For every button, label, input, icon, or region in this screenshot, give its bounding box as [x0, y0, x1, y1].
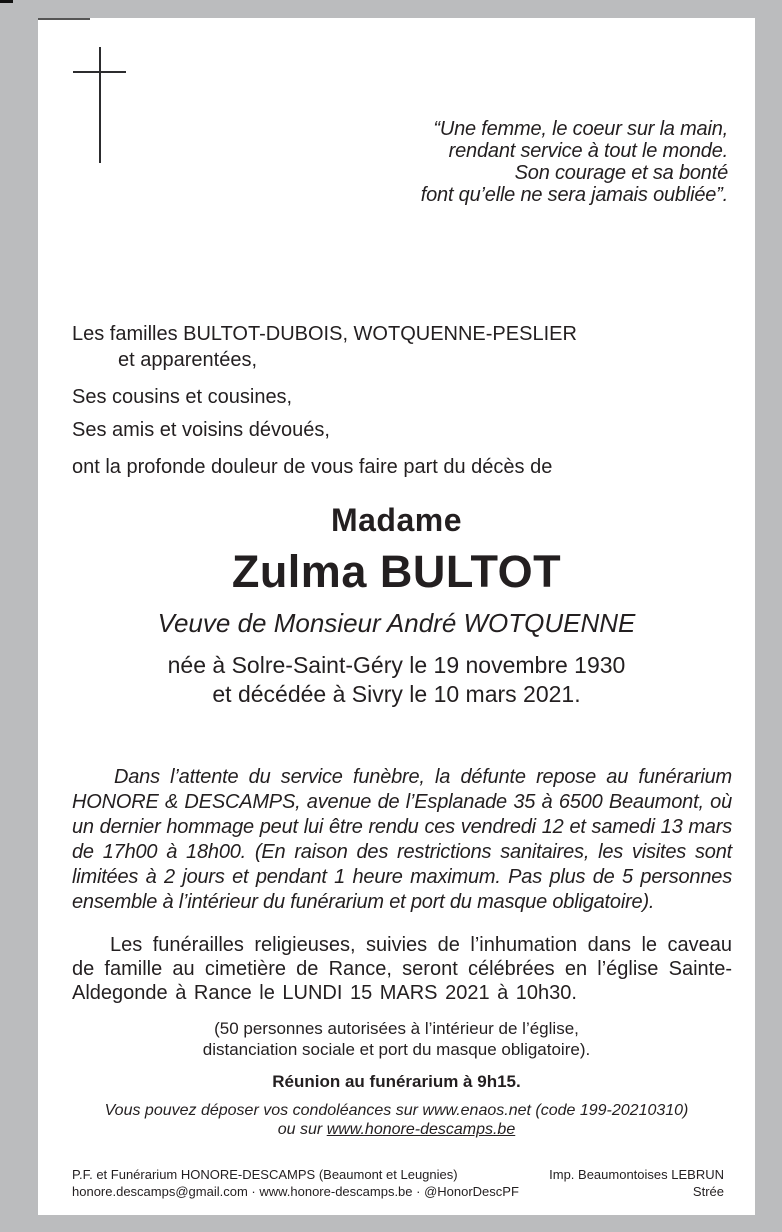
footer-right-line: Imp. Beaumontoises LEBRUN: [549, 1167, 724, 1182]
widow-of-line: Veuve de Monsieur André WOTQUENNE: [157, 608, 636, 638]
section-divider: [38, 18, 90, 20]
families-line-continued: et apparentées,: [118, 349, 257, 371]
footer-left-line: P.F. et Funérarium HONORE-DESCAMPS (Beaumont et Leugnies): [72, 1167, 458, 1182]
deceased-title: Madame: [330, 502, 463, 538]
church-note-line: (50 personnes autorisées à l’intérieur de l’église,: [214, 1019, 579, 1038]
church-capacity-note: [38, 1018, 755, 1060]
footer-right-line: Strée: [692, 1184, 724, 1199]
meeting-line: Réunion au funérarium à 9h15.: [272, 1072, 521, 1091]
families-line: Les familles BULTOT-DUBOIS, WOTQUENNE-PESLIER: [72, 323, 577, 345]
obituary-paper: [38, 18, 755, 1215]
condolences-line2: [38, 1120, 755, 1139]
footer-funeral-home-info: [72, 1166, 519, 1200]
death-line: et décédée à Sivry le 10 mars 2021.: [212, 681, 581, 707]
funeral-paragraph: Les funérailles religieuses, suivies de l’inhumation dans le caveau de famille au cimetière de Rance, seront célébrées en l’église Sainte-Aldegonde à Rance le LUNDI 15 MARS 2021 à 10h30.: [72, 934, 732, 1004]
cousins-line: Ses cousins et cousines,: [72, 386, 293, 408]
condolences-prefix: ou sur: [277, 1121, 327, 1138]
footer-left-line: honore.descamps@gmail.com · www.honore-descamps.be · @HonorDescPF: [72, 1184, 519, 1199]
friends-line: Ses amis et voisins dévoués,: [72, 419, 330, 441]
scan-artifact-mark: [0, 0, 13, 3]
quote-line: rendant service à tout le monde.: [448, 140, 728, 162]
memorial-quote: [308, 118, 728, 206]
condolences-block: [38, 1101, 755, 1139]
repose-paragraph: Dans l’attente du service funèbre, la défunte repose au funérarium HONORE & DESCAMPS, avenue de l’Esplanade 35 à 6500 Beaumont, où un dernier hommage peut lui être rendu ces vendredi 12 et samedi 13 mars de 17h00 à 18h00. (En raison des restrictions sanitaires, les visites sont limitées à 2 jours et pendant 1 heure maximum. Pas plus de 5 personnes ensemble à l’intérieur du funérarium et port du masque obligatoire).: [72, 766, 732, 913]
quote-line: Son courage et sa bonté: [514, 162, 728, 184]
cross-icon-vertical-bar: [99, 47, 101, 163]
birth-line: née à Solre-Saint-Géry le 19 novembre 1930: [167, 652, 626, 678]
condolences-line: Vous pouvez déposer vos condoléances sur www.enaos.net (code 199-20210310): [104, 1102, 689, 1119]
deceased-name: Zulma BULTOT: [231, 546, 562, 597]
funeral-home-url: www.honore-descamps.be: [326, 1121, 516, 1138]
footer-printer-info: [549, 1166, 724, 1200]
church-note-line: distanciation sociale et port du masque obligatoire).: [202, 1040, 591, 1059]
cross-icon-horizontal-bar: [73, 71, 126, 73]
quote-line: font qu’elle ne sera jamais oubliée”.: [420, 184, 728, 206]
quote-line: “Une femme, le coeur sur la main,: [433, 118, 728, 140]
announcement-line: ont la profonde douleur de vous faire part du décès de: [72, 456, 553, 478]
